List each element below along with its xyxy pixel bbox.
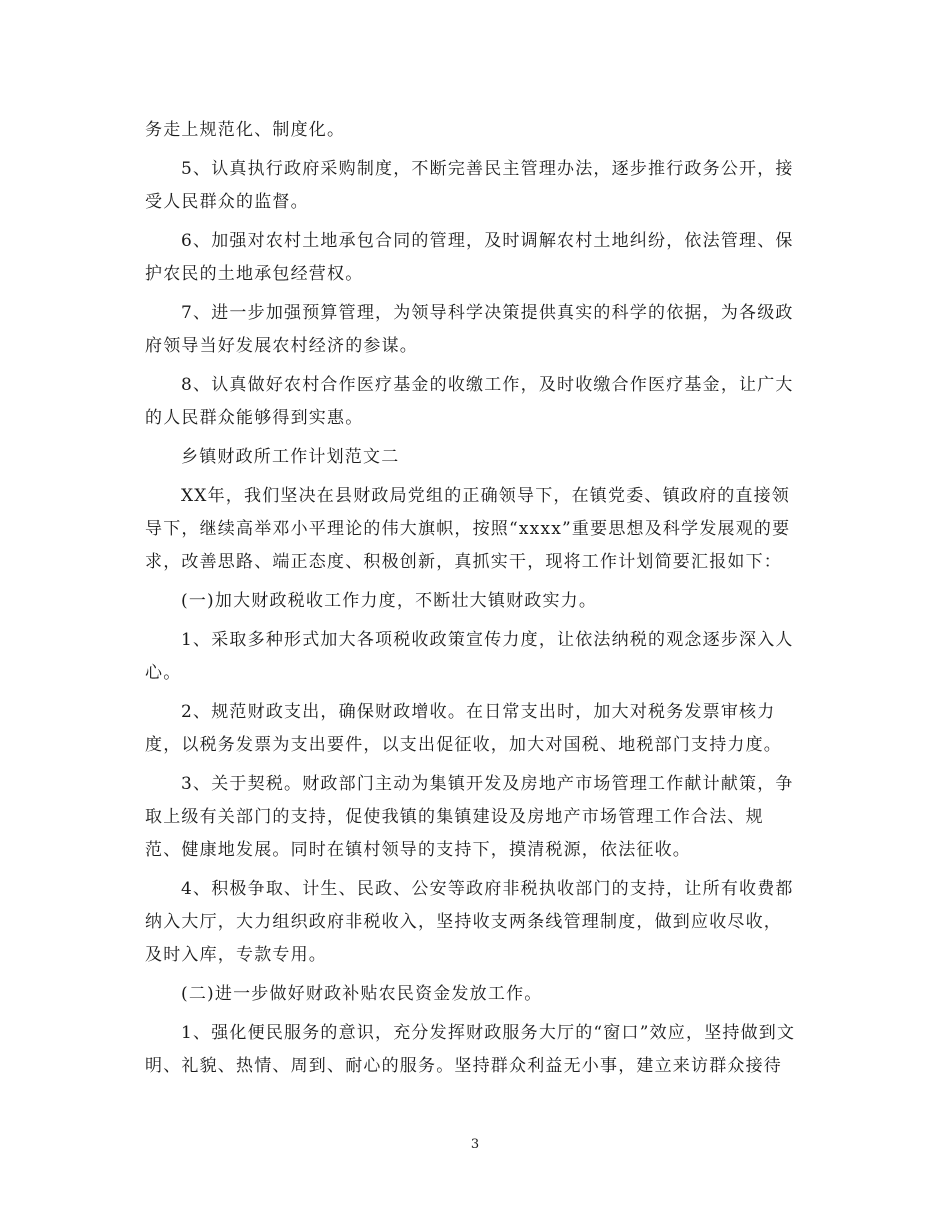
text-line: (一)加大财政税收工作力度，不断壮大镇财政实力。 — [181, 591, 598, 611]
text-line: 范、健康地发展。同时在镇村领导的支持下，摸清税源，依法征收。 — [145, 840, 691, 860]
text-line: 取上级有关部门的支持，促使我镇的集镇建设及房地产市场管理工作合法、规 — [145, 807, 764, 827]
section-heading: 乡镇财政所工作计划范文二 — [181, 447, 400, 467]
text-line: 1、采取多种形式加大各项税收政策宣传力度，让依法纳税的观念逐步深入人 — [181, 630, 794, 650]
text-line: 心。 — [145, 663, 182, 683]
text-line: 求，改善思路、端正态度、积极创新，真抓实干，现将工作计划简要汇报如下： — [145, 552, 782, 572]
text-line: 6、加强对农村土地承包合同的管理，及时调解农村土地纠纷，依法管理、保 — [181, 231, 794, 251]
text-line: 纳入大厅，大力组织政府非税收入，坚持收支两条线管理制度，做到应收尽收， — [145, 912, 782, 932]
text-line: 府领导当好发展农村经济的参谋。 — [145, 336, 418, 356]
text-line: 护农民的土地承包经营权。 — [145, 264, 364, 284]
text-line: 受人民群众的监督。 — [145, 192, 309, 212]
text-line: 5、认真执行政府采购制度，不断完善民主管理办法，逐步推行政务公开，接 — [181, 159, 794, 179]
text-line: 3、关于契税。财政部门主动为集镇开发及房地产市场管理工作献计献策，争 — [181, 774, 794, 794]
text-line: 的人民群众能够得到实惠。 — [145, 408, 364, 428]
text-line: 2、规范财政支出，确保财政增收。在日常支出时，加大对税务发票审核力 — [181, 702, 776, 722]
text-line: 明、礼貌、热情、周到、耐心的服务。坚持群众利益无小事，建立来访群众接待 — [145, 1056, 782, 1076]
text-line: XX年，我们坚决在县财政局党组的正确领导下，在镇党委、镇政府的直接领 — [181, 486, 791, 506]
text-line: 务走上规范化、制度化。 — [145, 120, 346, 140]
page-body — [145, 114, 807, 1076]
text-line: 1、强化便民服务的意识，充分发挥财政服务大厅的“窗口”效应，坚持做到文 — [181, 1023, 796, 1043]
text-line: (二)进一步做好财政补贴农民资金发放工作。 — [181, 984, 543, 1004]
text-line: 4、积极争取、计生、民政、公安等政府非税执收部门的支持，让所有收费都 — [181, 879, 794, 899]
page-number: 3 — [470, 1137, 480, 1152]
text-line: 度，以税务发票为支出要件，以支出促征收，加大对国税、地税部门支持力度。 — [145, 735, 782, 755]
text-line: 导下，继续高举邓小平理论的伟大旗帜，按照“xxxx”重要思想及科学发展观的要 — [145, 519, 791, 539]
text-line: 及时入库，专款专用。 — [145, 945, 327, 965]
text-line: 8、认真做好农村合作医疗基金的收缴工作，及时收缴合作医疗基金，让广大 — [181, 375, 794, 395]
text-line: 7、进一步加强预算管理，为领导科学决策提供真实的科学的依据，为各级政 — [181, 303, 794, 323]
